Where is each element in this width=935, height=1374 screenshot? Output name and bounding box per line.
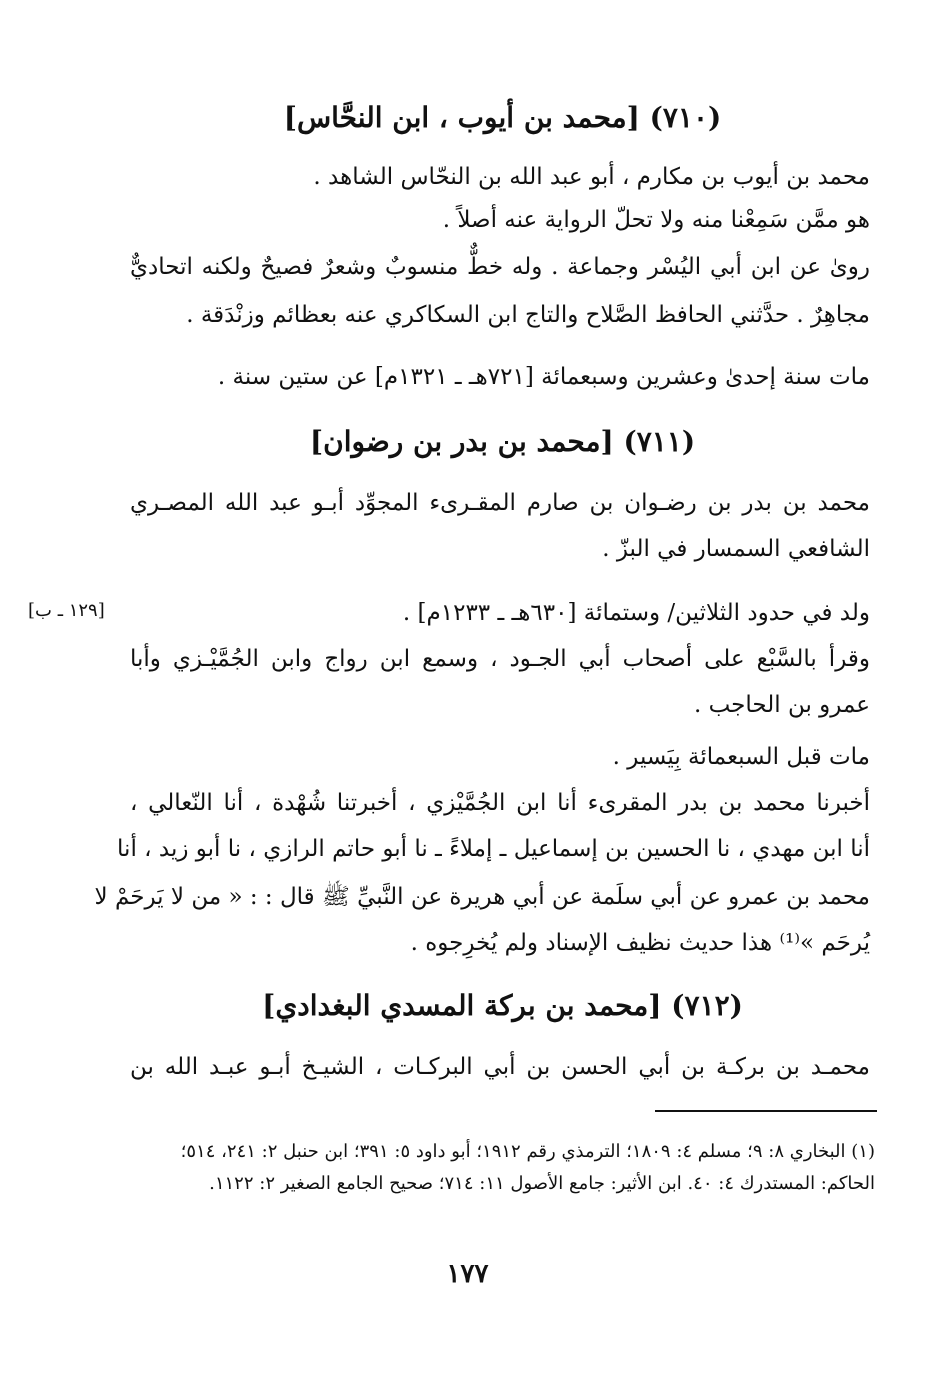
entry-710-line-3: روىٰ عن ابن أبي اليُسْر وجماعة . وله خطٌّ منسوبٌ وشعرٌ فصيحٌ ولكنه اتحاديٌّ [130, 254, 870, 280]
entry-712-line-1: محمـد بن بركـة بن أبي الحسن بن أبي البركـات ، الشيـخ أبـو عبـد الله بن [130, 1054, 870, 1080]
entry-710-line-1: محمد بن أيوب بن مكارم ، أبو عبد الله بن النحّاس الشاهد . [313, 164, 870, 190]
manuscript-folio-note: [١٢٩ ـ ب] [28, 600, 105, 621]
footnote-line-2: الحاكم: المستدرك ٤: ٤٠. ابن الأثير: جامع الأصول ١١: ٧١٤؛ صحيح الجامع الصغير ٢: ١١٢٢. [209, 1173, 875, 1194]
entry-711-line-3: ولد في حدود الثلاثين/ وستمائة [٦٣٠هـ ـ ١٢٣٣م] . [402, 600, 870, 626]
entry-711-line-4: وقرأ بالسَّبْع على أصحاب أبي الجـود ، وسمع ابن رواج وابن الجُمَّيْـزي وأبا [130, 646, 870, 672]
entry-711-line-9: محمد بن عمرو عن أبي سلَمة عن أبي هريرة عن النَّبيِّ ﷺ قال : : « من لا يَرحَمْ لا [94, 884, 870, 910]
page-number: ١٧٧ [446, 1259, 489, 1289]
footnote-separator [655, 1110, 877, 1112]
entry-711-line-10: يُرحَم »⁽¹⁾ هذا حديث نظيف الإسناد ولم يُخرِجوه . [410, 930, 870, 956]
entry-heading-712: (٧١٢) [محمد بن بركة المسدي البغدادي] [262, 989, 743, 1022]
entry-710-line-5: مات سنة إحدىٰ وعشرين وسبعمائة [٧٢١هـ ـ ١٣٢١م] عن ستين سنة . [217, 364, 870, 390]
entry-711-line-6: مات قبل السبعمائة بِيَسير . [612, 744, 870, 770]
entry-711-line-7: أخبرنا محمد بن بدر المقرىء أنا ابن الجُمَّيْزي ، أخبرتنا شُهْدة ، أنا النّعالي ، [130, 790, 870, 816]
entry-710-line-4: مجاهِرٌ . حدَّثني الحافظ الصَّلاح والتاج ابن السكاكري عنه بعظائم وزنْدَقة . [186, 302, 870, 328]
footnote-line-1: (١) البخاري ٨: ٩؛ مسلم ٤: ١٨٠٩؛ الترمذي رقم ١٩١٢؛ أبو داود ٥: ٣٩١؛ ابن حنبل ٢: ٢٤١، ٥١٤؛ [180, 1141, 875, 1162]
entry-711-line-8: أنا ابن مهدي ، نا الحسين بن إسماعيل ـ إملاءً ـ نا أبو حاتم الرازي ، نا أبو زيد ، أنا [117, 836, 870, 862]
entry-711-line-5: عمرو بن الحاجب . [693, 692, 870, 718]
entry-heading-710: (٧١٠) [محمد بن أيوب ، ابن النحَّاس] [283, 101, 722, 134]
entry-711-line-2: الشافعي السمسار في البزّ . [602, 536, 870, 562]
entry-710-line-2: هو ممَّن سَمِعْنا منه ولا تحلّ الرواية عنه أصلاً . [442, 207, 870, 233]
entry-711-line-1: محمد بن بدر بن رضـوان بن صارم المقـرىء المجوِّد أبـو عبد الله المصـري [130, 490, 870, 516]
entry-heading-711: (٧١١) [محمد بن بدر بن رضوان] [309, 425, 696, 458]
